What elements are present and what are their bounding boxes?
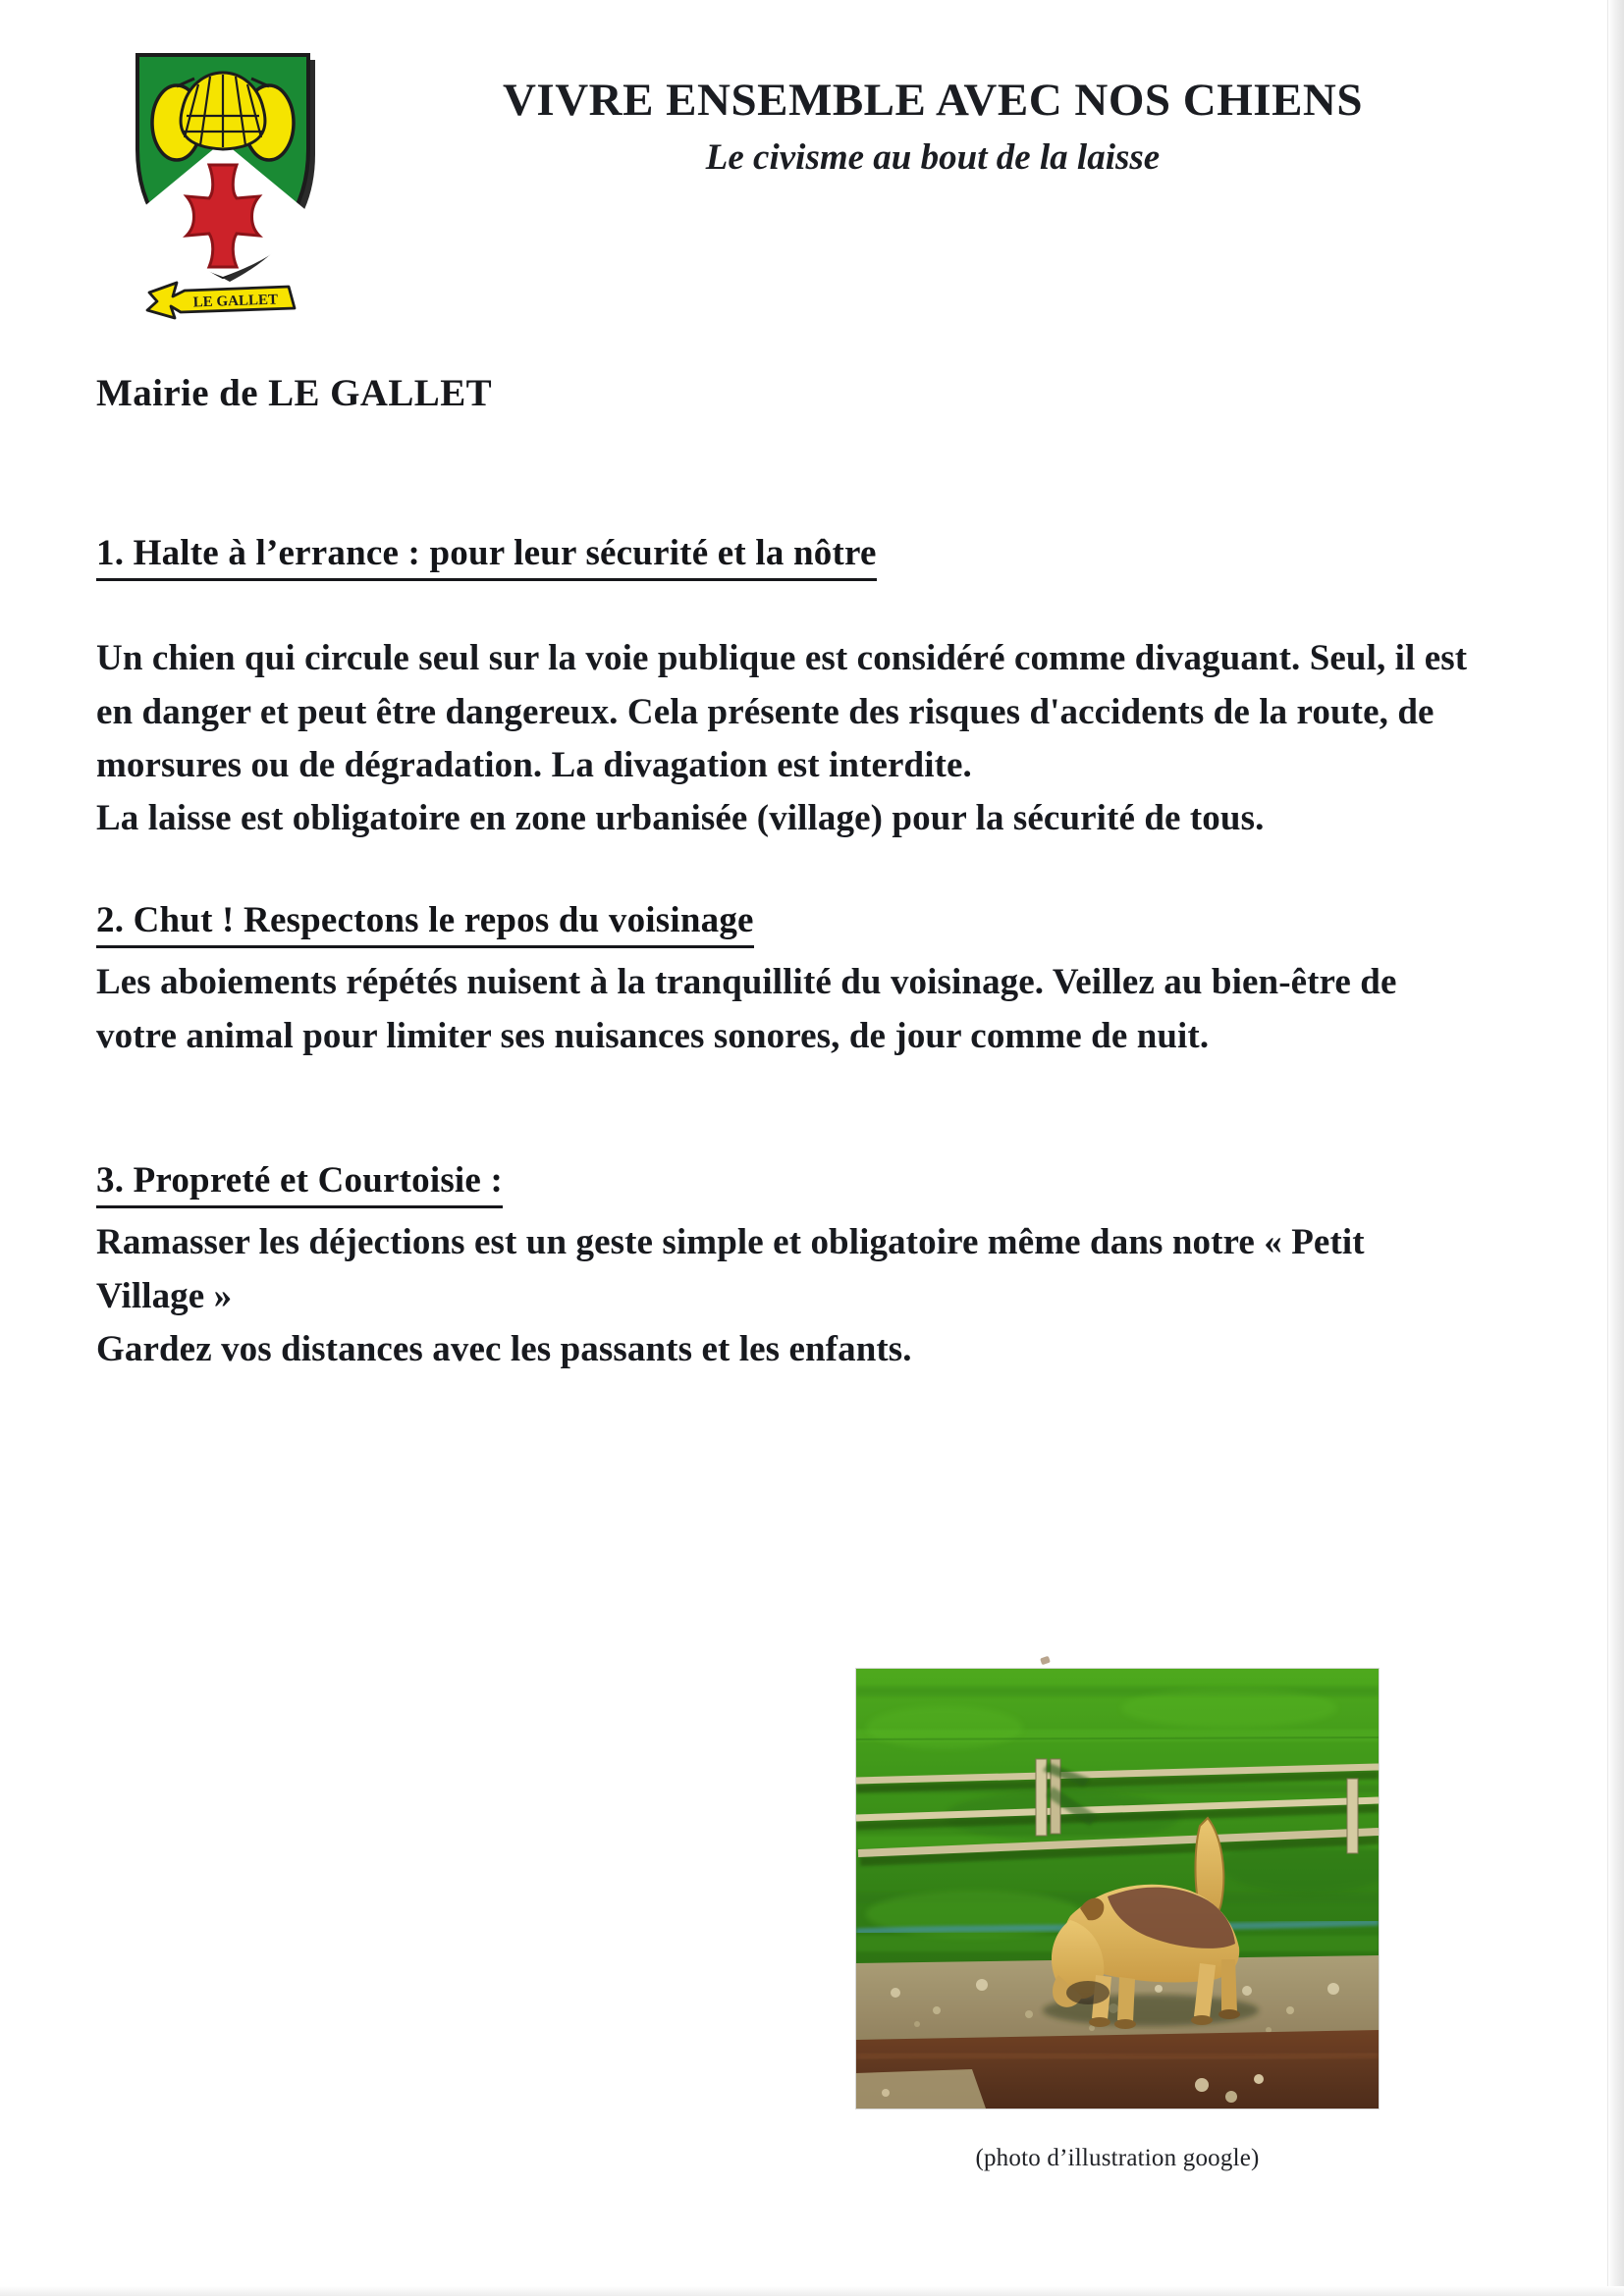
photo-caption: (photo d’illustration google) (975, 2145, 1260, 2171)
banner-label: LE GALLET (192, 292, 279, 311)
scan-edge-right (1607, 0, 1624, 2296)
section-3-paragraph-2: Gardez vos distances avec les passants et les enfants. (96, 1329, 912, 1370)
coat-of-arms-le-gallet (116, 39, 327, 324)
section-1-paragraph-1: Un chien qui circule seul sur la voie publique est considéré comme divaguant. Seul, il est en danger et peut être dangereux. Cela présente des risques d'accidents de la route, de morsures ou de dégradation. La divagation est interdite. (96, 638, 1468, 786)
section-3 (96, 1157, 1481, 1376)
section-1-paragraph-2: La laisse est obligatoire en zone urbanisée (village) pour la sécurité de tous. (96, 798, 1265, 839)
page-title: VIVRE ENSEMBLE AVEC NOS CHIENS (502, 75, 1364, 126)
section-2-paragraph-1: Les aboiements répétés nuisent à la tranquillité du voisinage. Veillez au bien-être de votre animal pour limiter ses nuisances sonores, de jour comme de nuit. (96, 962, 1397, 1056)
section-1 (96, 530, 1481, 846)
section-3-heading (96, 1157, 1481, 1208)
document-header (0, 29, 1532, 324)
section-1-heading (96, 530, 1481, 581)
section-2 (96, 897, 1481, 1063)
header-title-block (344, 77, 1522, 179)
section-2-heading-text: 2. Chut ! Respectons le repos du voisinage (96, 897, 754, 948)
section-1-heading-text: 1. Halte à l’errance : pour leur sécurité et la nôtre (96, 530, 877, 581)
section-3-paragraph-1: Ramasser les déjections est un geste simple et obligatoire même dans notre « Petit Village » (96, 1222, 1365, 1316)
document-body (96, 530, 1481, 1376)
page-subtitle: Le civisme au bout de la laisse (705, 136, 1161, 178)
illustration-photo-wrapper (856, 1669, 1379, 2109)
section-2-heading (96, 897, 1481, 948)
scan-speck (1040, 1656, 1051, 1665)
illustration-photo (856, 1669, 1379, 2109)
issuer-line: Mairie de LE GALLET (96, 372, 493, 414)
banner-le-gallet (147, 283, 295, 318)
section-3-heading-text: 3. Propreté et Courtoisie : (96, 1157, 503, 1208)
scan-edge-bottom (0, 2286, 1624, 2296)
